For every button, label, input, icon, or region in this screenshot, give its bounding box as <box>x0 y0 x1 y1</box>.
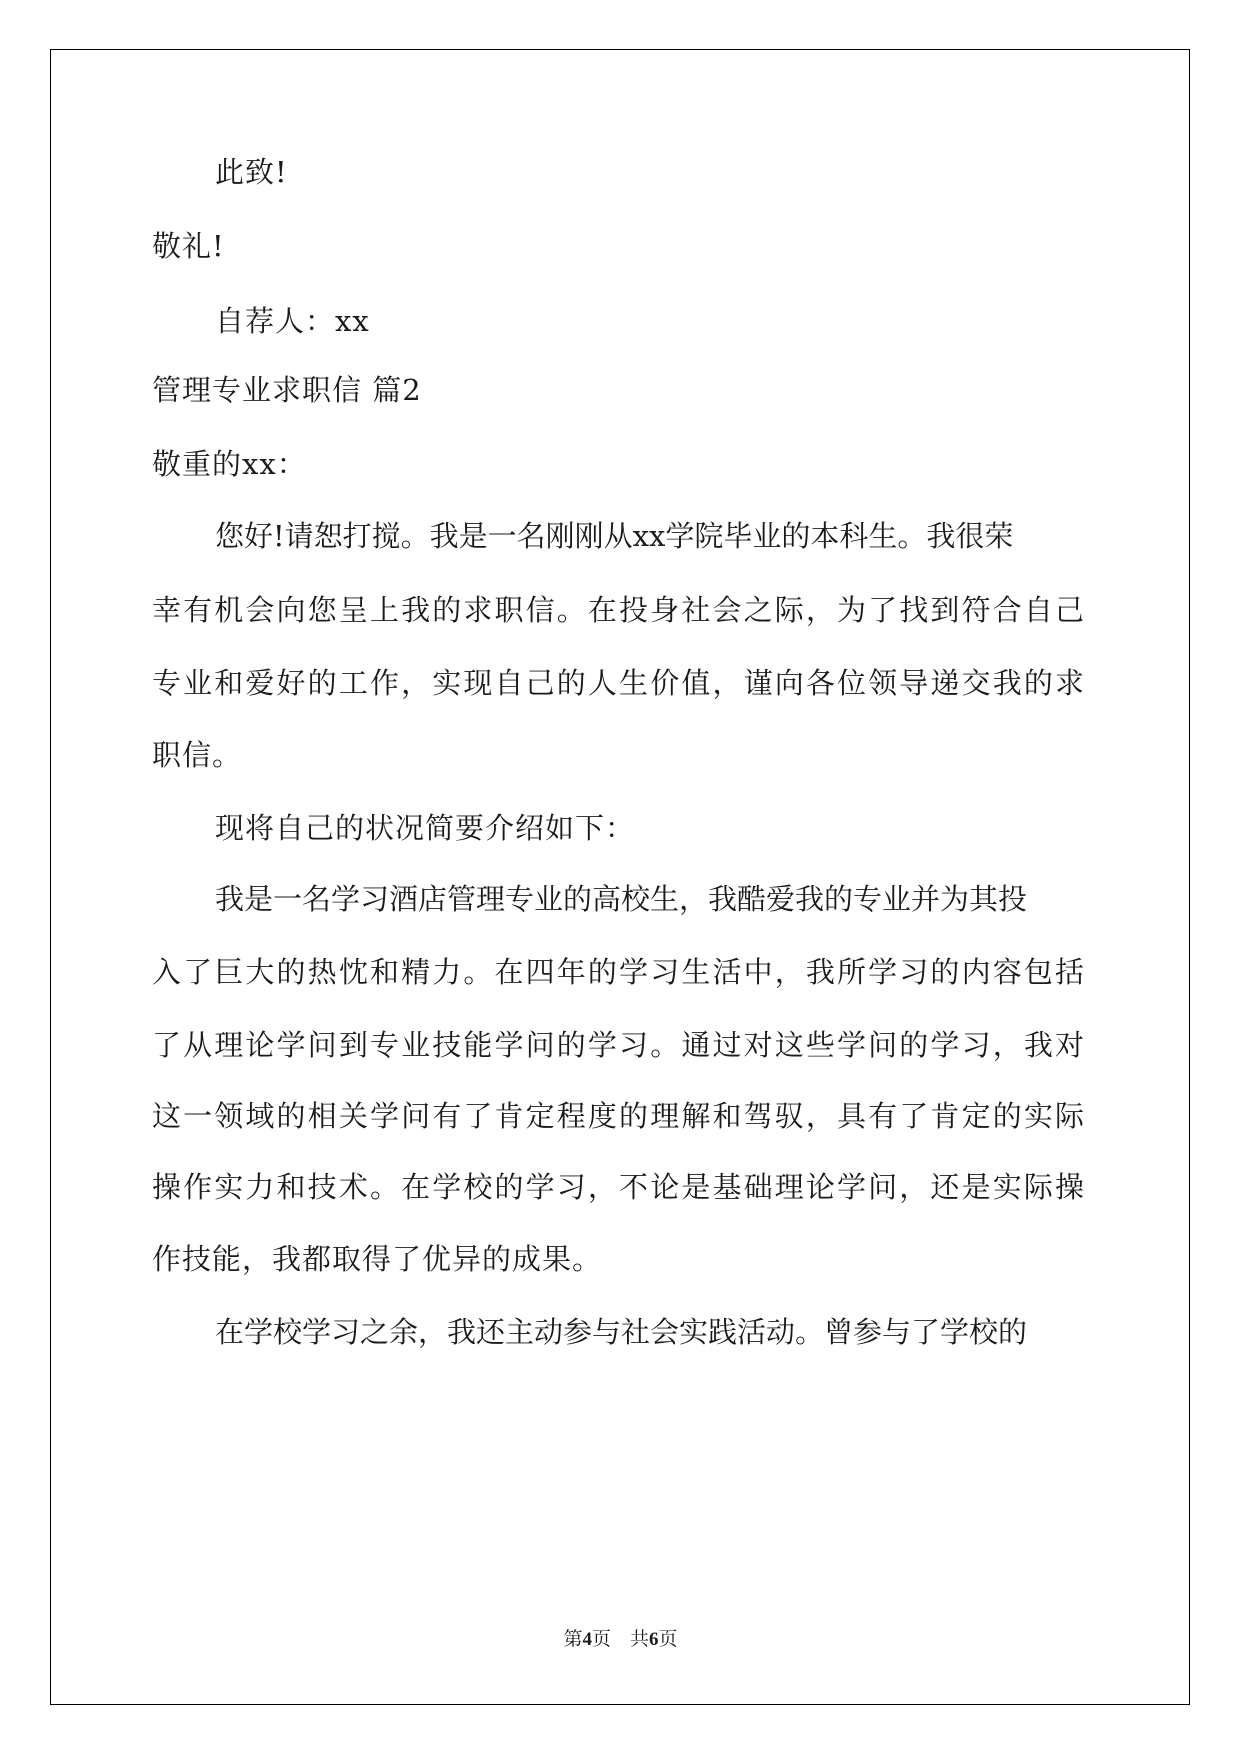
closing-line: 此致! <box>215 155 288 189</box>
footer-total-pages: 6 <box>649 1629 659 1650</box>
salutation-line: 敬礼! <box>152 229 225 263</box>
greeting-line: 敬重的xx： <box>152 447 307 481</box>
paragraph-line: 这一领域的相关学问有了肯定程度的理解和驾驭，具有了肯定的实际 <box>152 1099 1084 1133</box>
paragraph-line: 作技能，我都取得了优异的成果。 <box>152 1242 603 1276</box>
page-footer <box>0 1628 1241 1652</box>
footer-total-prefix: 共 <box>630 1629 650 1650</box>
paragraph-line: 我是一名学习酒店管理专业的高校生，我酷爱我的专业并为其投 <box>215 882 1028 916</box>
paragraph-line: 专业和爱好的工作，实现自己的人生价值，谨向各位领导递交我的求 <box>152 666 1084 700</box>
footer-page-unit: 页 <box>591 1629 611 1650</box>
paragraph-line: 操作实力和技术。在学校的学习，不论是基础理论学问，还是实际操 <box>152 1170 1084 1204</box>
paragraph-line: 您好!请恕打搅。我是一名刚刚从xx学院毕业的本科生。我很荣 <box>215 519 1014 553</box>
paragraph-line: 了从理论学问到专业技能学问的学习。通过对这些学问的学习，我对 <box>152 1028 1084 1062</box>
footer-total-unit: 页 <box>658 1629 678 1650</box>
page-frame <box>50 49 1190 1705</box>
section-heading: 管理专业求职信 篇2 <box>152 373 422 407</box>
paragraph-line: 职信。 <box>152 738 243 772</box>
paragraph-line: 现将自己的状况简要介绍如下： <box>215 811 636 845</box>
footer-page-number: 4 <box>582 1629 592 1650</box>
footer-prefix: 第 <box>563 1629 583 1650</box>
paragraph-line: 幸有机会向您呈上我的求职信。在投身社会之际，为了找到符合自己 <box>152 593 1084 627</box>
signature-line: 自荐人：xx <box>215 304 370 338</box>
paragraph-line: 在学校学习之余，我还主动参与社会实践活动。曾参与了学校的 <box>215 1315 1028 1349</box>
paragraph-line: 入了巨大的热忱和精力。在四年的学习生活中，我所学习的内容包括 <box>152 955 1084 989</box>
